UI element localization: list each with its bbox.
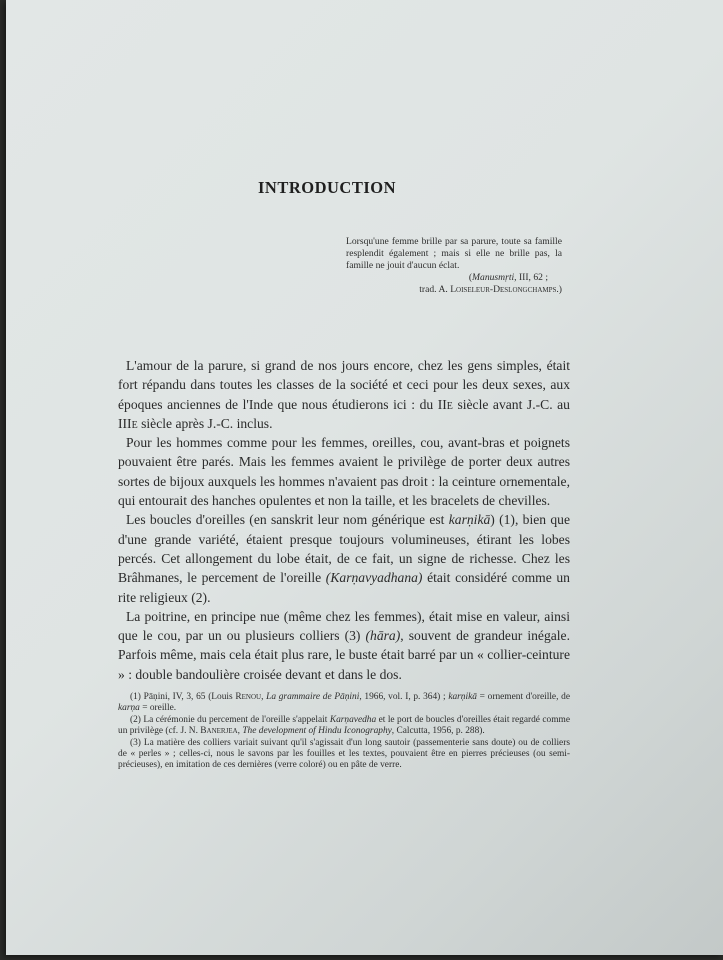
epigraph-trad-suffix: .): [556, 284, 562, 295]
paragraph-text: , souvent de grandeur inégale. Parfois même, mais cela était plus rare, le buste était barré par un « collier-ceinture » : double bandoulière croisée devant et dans le dos.: [118, 628, 570, 682]
footnote-text: = ornement d'oreille, de: [476, 692, 570, 702]
footnote-text: , 1966, vol. I, p. 364) ;: [359, 692, 449, 702]
sanskrit-term: (Karṇavyadhana): [325, 570, 423, 586]
footnote-text: (2) La cérémonie du percement de l'oreille s'appelait: [130, 714, 330, 725]
footnote-3: (3) La matière des colliers variait suivant qu'il s'agissait d'un long sautoir (passementerie sans doute) ou de colliers de « perles » ; celles-ci, nous le savons par les fouilles et les textes, pouvaient être en pierres précieuses (ou semi-précieuses), en imitation de ces dernières (verre coloré) ou en pâte de verre.: [118, 737, 570, 771]
epigraph-trad-prefix: trad. A.: [419, 284, 451, 295]
sanskrit-term: (hāra): [365, 628, 401, 644]
author-name: Renou: [235, 692, 262, 702]
footnote-2: [118, 715, 570, 738]
paragraph-text: L'amour de la parure, si grand de nos jours encore, chez les gens simples, était fort répandu dans toutes les classes de la société et ceci pour les deux sexes, aux époques anciennes de l'Inde que nous étudierons ici : du: [118, 358, 570, 412]
century-numeral: IIe: [437, 396, 453, 412]
century-numeral: IIIe: [118, 415, 138, 431]
epigraph-source-work: Manusmṛti: [472, 272, 515, 283]
paragraph-text: ) (1), bien que d'une grande variété, étaient presque toujours volumineuses, étirant les lobes percés. Cet allongement du lobe était, de ce fait, un signe de richesse. Chez les Brâhmanes, le percement de l'oreille: [118, 512, 570, 586]
sanskrit-term: karṇa: [118, 703, 140, 714]
epigraph-translation: [346, 284, 562, 296]
footnote-text: (1) Pāṇini, IV, 3, 65 (Louis: [130, 692, 236, 702]
epigraph-source-ref: , III, 62 ;: [514, 272, 548, 283]
sanskrit-term: Karṇavedha: [329, 714, 377, 725]
book-title: The development of Hindu Iconography: [242, 726, 392, 737]
sanskrit-term: karṇikā: [448, 692, 477, 702]
paragraph-text: était considéré comme un rite religieux (2).: [118, 570, 570, 605]
epigraph-source: (Manusmṛti, III, 62 ;: [468, 272, 548, 283]
book-title: La grammaire de Pāṇini: [266, 692, 360, 702]
footnote-text: et le port de boucles d'oreilles était regardé comme un privilège (cf. J. N.: [118, 714, 570, 737]
paragraph-text: siècle avant J.-C. au: [452, 396, 570, 412]
paragraph-4: [118, 607, 570, 684]
body-text: [118, 356, 570, 684]
author-name: Banerjea: [200, 726, 238, 737]
paragraph-text: siècle après J.-C. inclus.: [137, 415, 273, 431]
paragraph-3: [118, 510, 570, 606]
paragraph-text: La poitrine, en principe nue (même chez les femmes), était mise en valeur, ainsi que le cou, par un ou plusieurs colliers (3): [118, 608, 570, 644]
footnote-text: , Calcutta, 1956, p. 288).: [391, 726, 485, 737]
footnotes: [118, 692, 570, 772]
paragraph-2: Pour les hommes comme pour les femmes, oreilles, cou, avant-bras et poignets pouvaient être parés. Mais les femmes avaient le privilège de porter deux autres sortes de bijoux auxquels les hommes n'avaient pas droit : la ceinture ornementale, qui entourait des hanches opulentes et non la taille, et les bracelets de chevilles.: [118, 435, 570, 509]
footnote-text: ,: [237, 726, 243, 737]
document-page: [6, 0, 723, 955]
epigraph-quote: Lorsqu'une femme brille par sa parure, toute sa famille resplendit également ; mais si elle ne brille pas, la famille ne jouit d'aucun éclat.: [346, 236, 562, 271]
epigraph-translator: Loiseleur-Deslongchamps: [450, 284, 557, 295]
footnote-1: [118, 692, 570, 715]
paragraph-text: Les boucles d'oreilles (en sanskrit leur nom générique est: [126, 512, 449, 528]
footnote-text: ,: [261, 692, 267, 702]
sanskrit-term: karṇikā: [448, 512, 491, 528]
page-title: INTRODUCTION: [258, 178, 397, 197]
paragraph-1: [118, 356, 570, 433]
epigraph: [346, 236, 562, 296]
footnote-text: = oreille.: [139, 703, 177, 714]
